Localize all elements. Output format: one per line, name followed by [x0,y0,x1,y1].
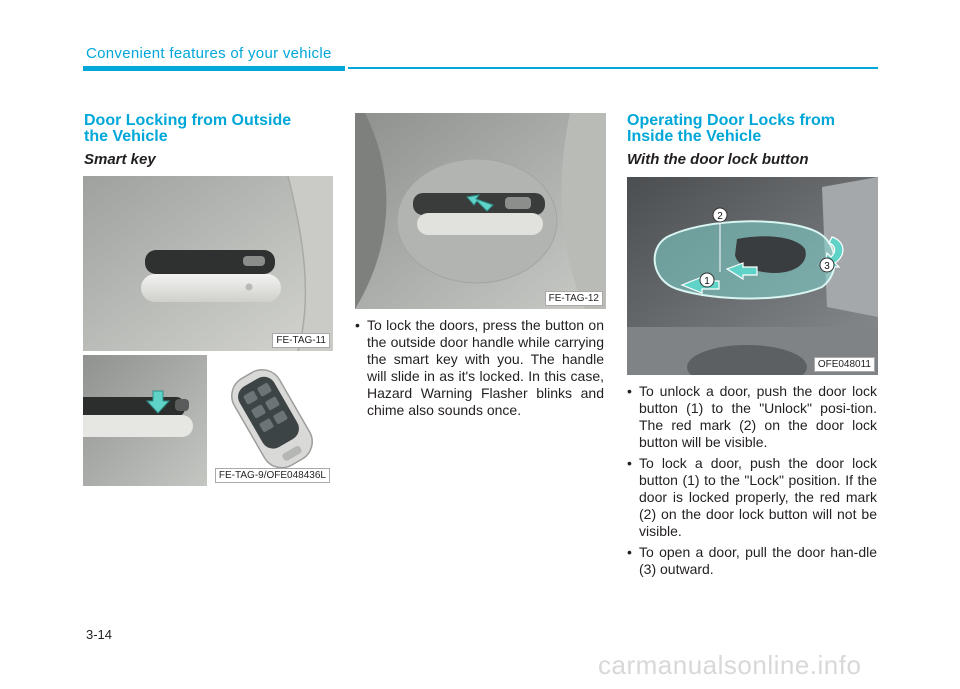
section-header-title: Convenient features of your vehicle [86,45,332,62]
photo-caption: FE-TAG-11 [272,333,330,348]
smart-key-photo [209,355,333,486]
heading-line-2: the Vehicle [84,128,168,145]
inside-door-handle-photo [627,177,878,375]
callout-1: 1 [704,276,710,287]
door-handle-photo [83,176,333,351]
bullet-unlock-door: • To unlock a door, push the door lock button (1) to the "Unlock" posi-tion. The red mark (2) on the door lock button will be visible. [627,383,877,451]
callout-2: 2 [717,211,723,222]
door-handle-button-photo [83,355,207,486]
photo-caption: FE-TAG-12 [545,291,603,306]
header-accent-bar [83,66,345,71]
photo-caption: OFE048011 [814,357,875,372]
heading-line-2: Inside the Vehicle [627,128,762,145]
page-number: 3-14 [86,627,113,642]
left-heading [84,113,334,145]
handle-button-illustration [83,355,207,486]
middle-instructions [355,317,604,423]
watermark: carmanualsonline.info [598,650,862,680]
bullet-lock-door: • To lock a door, push the door lock button (1) to the "Lock" position. If the door is locked properly, the red mark (2) on the door lock button will not be visible. [627,455,877,540]
header-rule [348,67,878,69]
door-handle-illustration [83,176,333,351]
subheading-door-lock-button: With the door lock button [627,151,809,168]
right-heading [627,113,877,145]
heading-door-locking-outside [84,113,334,145]
right-instructions [627,383,877,582]
heading-operating-door-locks [627,113,877,145]
outside-handle-illustration [355,113,606,309]
outside-handle-button-photo [355,113,606,309]
bullet-open-door: • To open a door, pull the door han-dle (3) outward. [627,544,877,578]
callout-3: 3 [824,261,830,272]
heading-line-1: Door Locking from Outside [84,112,292,129]
subheading-smart-key: Smart key [84,151,156,168]
photo-caption: FE-TAG-9/OFE048436L [215,468,330,483]
bullet-lock-doors: • To lock the doors, press the button on the outside door handle while carrying the smart key with you. The handle will slide in as it's locked. In this case, Hazard Warning Flasher blinks and chime also sounds once. [355,317,604,419]
heading-line-1: Operating Door Locks from [627,112,836,129]
inside-handle-illustration [627,177,878,375]
smart-key-fob-illustration [209,355,333,486]
